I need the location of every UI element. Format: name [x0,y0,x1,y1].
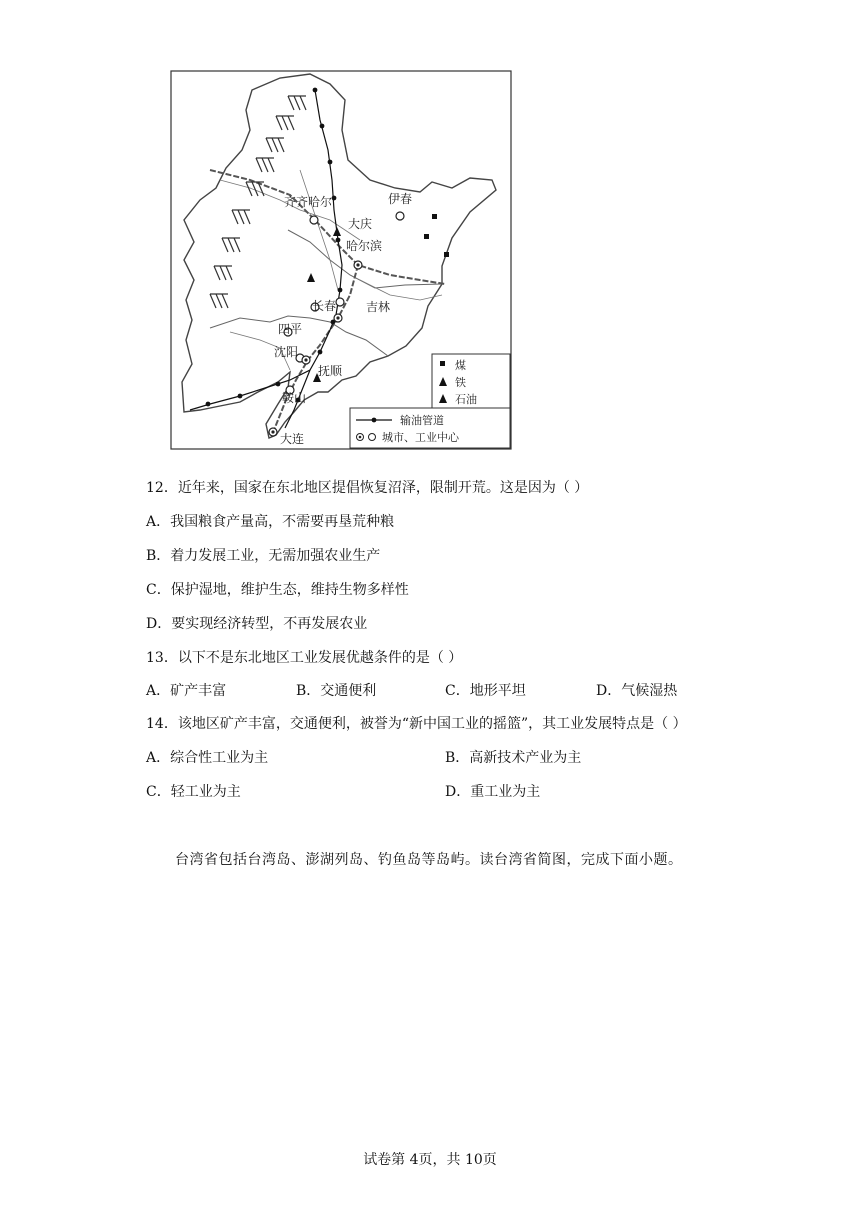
question-12-option-b: B．着力发展工业，无需加强农业生产 [146,548,381,564]
legend-iron: 铁 [455,376,466,389]
city-label-jilin: 吉林 [366,300,391,314]
question-13-option-a: A．矿产丰富 [146,683,227,699]
legend-coal: 煤 [455,359,466,372]
legend-city: 城市、工业中心 [382,431,459,444]
city-label-dalian: 大连 [280,432,305,446]
city-label-haerbin: 哈尔滨 [346,239,383,253]
city-label-yichun: 伊春 [388,192,413,206]
question-12-option-d: D．要实现经济转型，不再发展农业 [146,616,368,632]
question-12-stem: 12．近年来，国家在东北地区提倡恢复沼泽，限制开荒。这是因为（ ） [146,480,589,496]
question-13-option-d: D．气候湿热 [596,683,678,699]
question-14-stem: 14．该地区矿产丰富，交通便利，被誉为“新中国工业的摇篮”，其工业发展特点是（ ） [146,716,687,732]
question-13-option-b: B．交通便利 [296,683,377,699]
northeast-china-map [170,70,512,450]
question-14-option-a: A．综合性工业为主 [146,750,269,766]
city-label-qiqihaer: 齐齐哈尔 [284,195,333,209]
question-13-stem: 13．以下不是东北地区工业发展优越条件的是（ ） [146,650,463,666]
legend-pipeline: 输油管道 [400,414,444,427]
page-footer: 试卷第 4页，共 10页 [363,1152,497,1168]
city-label-anshan: 鞍山 [282,391,307,405]
city-label-shenyang: 沈阳 [274,345,299,359]
question-12-option-a: A．我国粮食产量高，不需要再垦荒种粮 [146,514,395,530]
city-label-daqing: 大庆 [348,217,373,231]
question-13-option-c: C．地形平坦 [445,683,526,699]
taiwan-intro-text: 台湾省包括台湾岛、澎湖列岛、钓鱼岛等岛屿。读台湾省简图，完成下面小题。 [175,852,683,868]
question-12-option-c: C．保护湿地，维护生态，维持生物多样性 [146,582,409,598]
question-14-option-c: C．轻工业为主 [146,784,241,800]
legend-oil: 石油 [455,393,477,406]
question-14-option-b: B．高新技术产业为主 [445,750,582,766]
question-14-option-d: D．重工业为主 [445,784,541,800]
city-label-siping: 四平 [278,322,303,336]
city-label-changchun: 长春 [312,299,337,313]
city-label-fushun: 抚顺 [318,364,343,378]
